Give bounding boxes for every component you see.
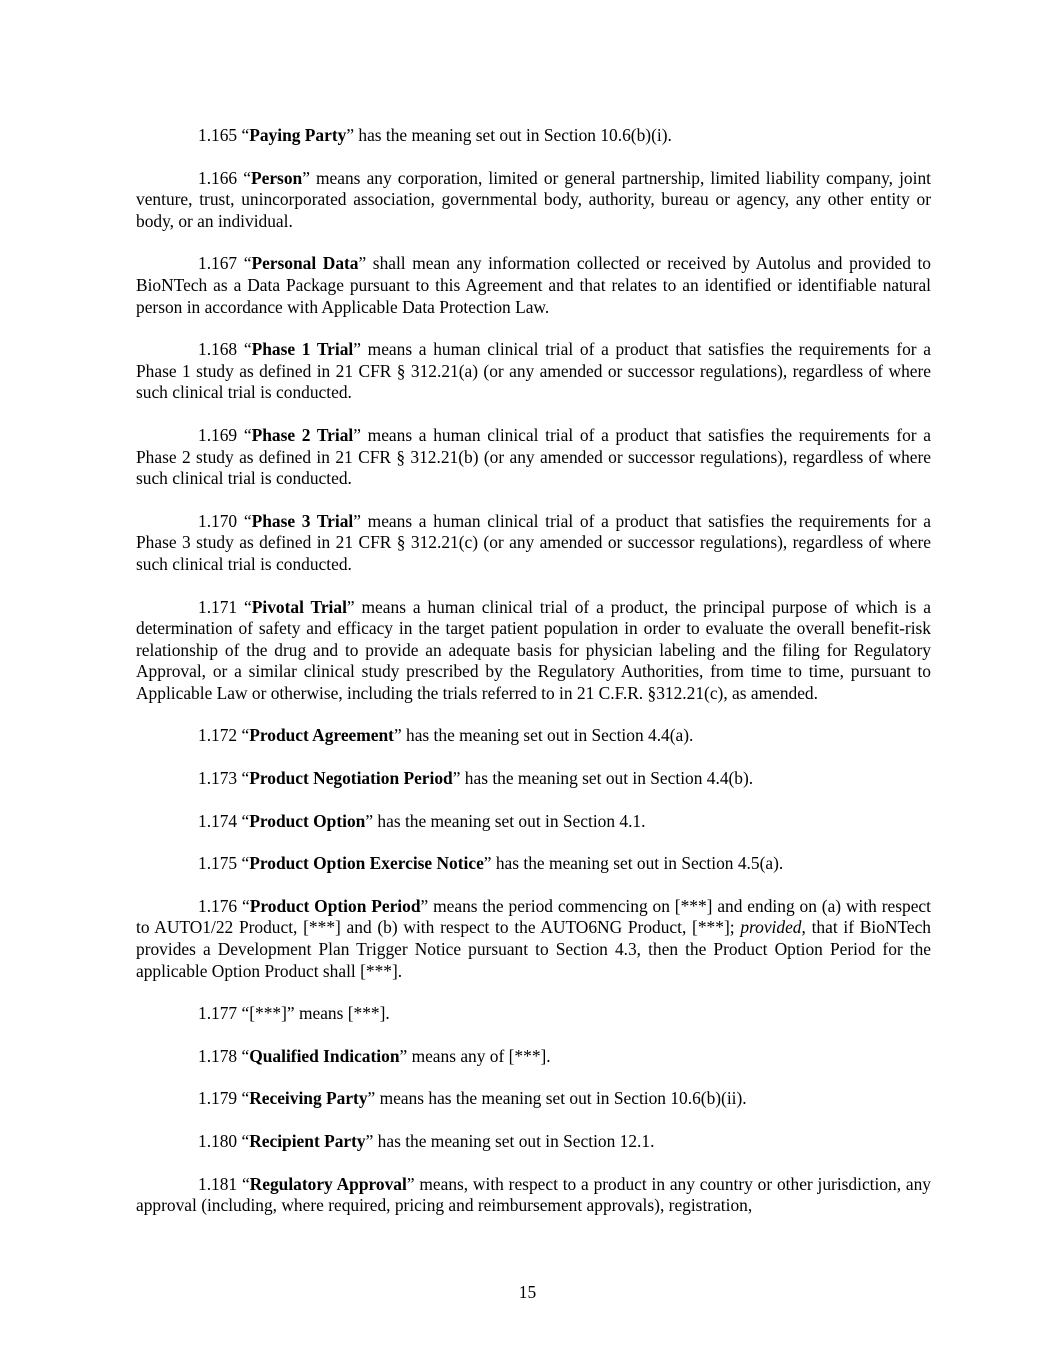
definition-text: ” means a human clinical trial of a product that satisfies the requirements for a Phase 1 study as defined in 21 CFR § 312.21(a) (or any amended or successor regulations), regardless of where such clinical trial is conducted.	[136, 339, 931, 403]
section-number: 1.167	[198, 253, 238, 274]
defined-term: Product Agreement	[249, 725, 394, 746]
section-number: 1.171	[198, 596, 238, 617]
section-number: 1.178	[198, 1045, 238, 1066]
defined-term: Receiving Party	[249, 1088, 368, 1109]
defined-term: Product Negotiation Period	[249, 768, 453, 789]
definition-text: ” means the period commencing on [***] and ending on (a) with respect to AUTO1/22 Product, [***] and (b) with respect to the AUTO6NG Product, [***];	[136, 895, 931, 938]
section-number: 1.176	[198, 895, 238, 916]
defined-term: Phase 2 Trial	[251, 424, 354, 445]
section-number: 1.168	[198, 339, 238, 360]
defined-term: Paying Party	[249, 125, 347, 145]
defined-term: Recipient Party	[249, 1131, 366, 1151]
definition-1-169: 1.169 “Phase 2 Trial” means a human clinical trial of a product that satisfies the requirements for a Phase 2 study as defined in 21 CFR § 312.21(b) (or any amended or successor regulations), regardless of where such clinical trial is conducted.	[136, 424, 931, 489]
definition-text: ” has the meaning set out in Section 4.4(b).	[452, 768, 754, 789]
definition-text-continued: , that if BioNTech provides a Development Plan Trigger Notice pursuant to Section 4.3, then the Product Option Period for the applicable Option Product shall [***].	[136, 917, 931, 981]
definition-text: ” shall mean any information collected or received by Autolus and provided to BioNTech as a Data Package pursuant to this Agreement and that relates to an identified or identifiable natural person in accordance with Applicable Data Protection Law.	[136, 253, 931, 317]
defined-term: Regulatory Approval	[249, 1173, 407, 1194]
defined-term: Phase 3 Trial	[251, 510, 354, 531]
definition-text: ” means any corporation, limited or general partnership, limited liability company, joint venture, trust, unincorporated association, governmental body, authority, bureau or agency, any other entity or body, or an individual.	[136, 167, 931, 231]
definition-1-175: 1.175 “Product Option Exercise Notice” has the meaning set out in Section 4.5(a).	[198, 853, 784, 874]
definition-1-181: 1.181 “Regulatory Approval” means, with respect to a product in any country or other jurisdiction, any approval (including, where required, pricing and reimbursement approvals), registration,	[136, 1173, 931, 1216]
definition-text: ” means has the meaning set out in Section 10.6(b)(ii).	[367, 1088, 747, 1109]
defined-term: Product Option	[249, 810, 366, 831]
section-number: 1.177	[198, 1003, 238, 1024]
definition-1-177: 1.177 “[***]” means [***].	[198, 1003, 390, 1024]
definition-1-171: 1.171 “Pivotal Trial” means a human clinical trial of a product, the principal purpose of which is a determination of safety and efficacy in the target patient population in order to evaluate the overall benefit-risk relationship of the drug and to provide an adequate basis for physician labeling and the filing for Regulatory Approval, or a similar clinical study prescribed by the Regulatory Authorities, from time to time, pursuant to Applicable Law or otherwise, including the trials referred to in 21 C.F.R. §312.21(c), as amended.	[136, 596, 931, 703]
definition-1-173: 1.173 “Product Negotiation Period” has the meaning set out in Section 4.4(b).	[198, 768, 754, 789]
definition-text: ” has the meaning set out in Section 4.1.	[365, 810, 646, 831]
section-number: 1.170	[198, 510, 238, 531]
definition-1-165: 1.165 “Paying Party” has the meaning set out in Section 10.6(b)(i).	[198, 125, 672, 145]
definition-text: ” means any of [***].	[399, 1045, 551, 1066]
section-number: 1.166	[198, 167, 238, 188]
definition-text: ” has the meaning set out in Section 12.1.	[365, 1131, 655, 1151]
definition-1-179: 1.179 “Receiving Party” means has the meaning set out in Section 10.6(b)(ii).	[198, 1088, 747, 1109]
definition-text: ” means, with respect to a product in any country or other jurisdiction, any approval (including, where required, pricing and reimbursement approvals), registration,	[136, 1173, 931, 1216]
definition-1-178: 1.178 “Qualified Indication” means any of [***].	[198, 1045, 551, 1066]
section-number: 1.179	[198, 1088, 238, 1109]
definition-1-176: 1.176 “Product Option Period” means the period commencing on [***] and ending on (a) with respect to AUTO1/22 Product, [***] and (b) with respect to the AUTO6NG Product, [***]; provided, that if BioNTech provides a Development Plan Trigger Notice pursuant to Section 4.3, then the Product Option Period for the applicable Option Product shall [***].	[136, 895, 931, 981]
definition-text: ” means a human clinical trial of a product that satisfies the requirements for a Phase 2 study as defined in 21 CFR § 312.21(b) (or any amended or successor regulations), regardless of where such clinical trial is conducted.	[136, 424, 931, 489]
defined-term: Product Option Exercise Notice	[249, 853, 484, 874]
defined-term: Product Option Period	[249, 895, 421, 916]
section-number: 1.174	[198, 810, 238, 831]
section-number: 1.165	[198, 125, 238, 145]
defined-term: Personal Data	[251, 253, 359, 274]
definition-text: ” has the meaning set out in Section 4.4(a).	[393, 725, 694, 746]
defined-term: Pivotal Trial	[251, 596, 347, 617]
section-number: 1.172	[198, 725, 238, 746]
definition-1-167: 1.167 “Personal Data” shall mean any information collected or received by Autolus and provided to BioNTech as a Data Package pursuant to this Agreement and that relates to an identified or identifiable natural person in accordance with Applicable Data Protection Law.	[136, 253, 931, 317]
definition-text: [***]” means [***].	[249, 1003, 390, 1024]
definitions-list	[136, 125, 931, 1238]
page-number: 15	[518, 1282, 537, 1302]
definition-italic-text: provided	[740, 917, 802, 938]
definition-text: ” means a human clinical trial of a product that satisfies the requirements for a Phase 3 study as defined in 21 CFR § 312.21(c) (or any amended or successor regulations), regardless of where such clinical trial is conducted.	[136, 510, 931, 574]
section-number: 1.181	[198, 1173, 238, 1194]
definition-1-170: 1.170 “Phase 3 Trial” means a human clinical trial of a product that satisfies the requirements for a Phase 3 study as defined in 21 CFR § 312.21(c) (or any amended or successor regulations), regardless of where such clinical trial is conducted.	[136, 510, 931, 574]
definition-1-168: 1.168 “Phase 1 Trial” means a human clinical trial of a product that satisfies the requirements for a Phase 1 study as defined in 21 CFR § 312.21(a) (or any amended or successor regulations), regardless of where such clinical trial is conducted.	[136, 339, 931, 403]
section-number: 1.173	[198, 768, 238, 789]
definition-1-172: 1.172 “Product Agreement” has the meaning set out in Section 4.4(a).	[198, 725, 694, 746]
section-number: 1.180	[198, 1131, 238, 1151]
defined-term: Phase 1 Trial	[251, 339, 354, 360]
section-number: 1.175	[198, 853, 238, 874]
definition-1-180: 1.180 “Recipient Party” has the meaning set out in Section 12.1.	[198, 1131, 655, 1151]
definition-text: ” has the meaning set out in Section 4.5(a).	[483, 853, 784, 874]
definition-1-174: 1.174 “Product Option” has the meaning set out in Section 4.1.	[198, 810, 646, 831]
defined-term: Qualified Indication	[249, 1045, 400, 1066]
section-number: 1.169	[198, 424, 238, 445]
defined-term: Person	[250, 167, 303, 188]
definition-text: ” has the meaning set out in Section 10.6(b)(i).	[346, 125, 672, 145]
definition-1-166: 1.166 “Person” means any corporation, limited or general partnership, limited liability company, joint venture, trust, unincorporated association, governmental body, authority, bureau or agency, any other entity or body, or an individual.	[136, 167, 931, 231]
definition-text: ” means a human clinical trial of a product, the principal purpose of which is a determination of safety and efficacy in the target patient population in order to evaluate the overall benefit-risk relationship of the drug and to provide an adequate basis for physician labeling and the filing for Regulatory Approval, or a similar clinical study prescribed by the Regulatory Authorities, from time to time, pursuant to Applicable Law or otherwise, including the trials referred to in 21 C.F.R. §312.21(c), as amended.	[136, 596, 931, 703]
